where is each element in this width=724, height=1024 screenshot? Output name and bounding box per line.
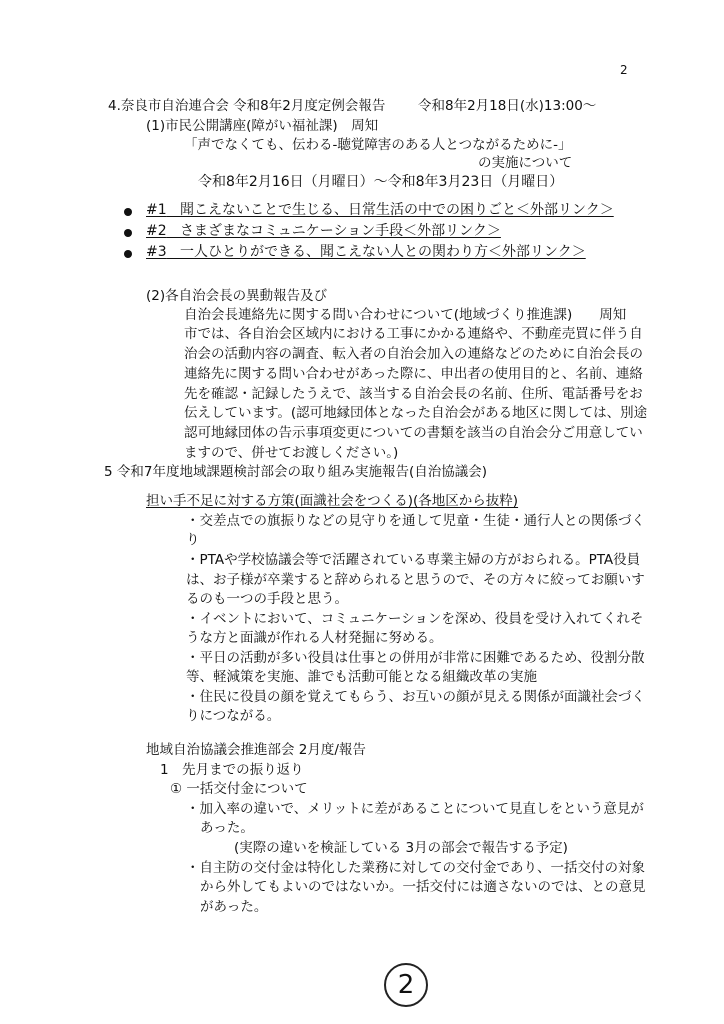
proposal-5-line-1: ・住民に役員の顔を覚えてもらう、お互いの顔が見える関係が面識社会づく [186, 689, 645, 705]
proposal-4-line-2: 等、軽減策を実施、誰でも活動可能となる組織改革の実施 [186, 669, 537, 685]
item-2-line-7: 認可地縁団体の告示事項変更についての書類を該当の自治会分ご用意してい [184, 425, 643, 441]
handwritten-page-mark: 2 [384, 963, 428, 1007]
proposal-2-line-2: は、お子様が卒業すると辞められると思うので、その方々に絞ってお願いす [186, 572, 645, 588]
item-2-line-1: 自治会長連絡先に関する問い合わせについて(地域づくり推進課) 周知 [184, 307, 627, 323]
item-1-heading: (1)市民公開講座(障がい福祉課) 周知 [146, 118, 379, 134]
item-2-line-6: 伝えしています。(認可地縁団体となった自治会がある地区に関しては、別途 [184, 405, 648, 421]
link-1-text: 聞こえないことで生じる、日常生活の中での困りごと＜外部リンク＞ [180, 202, 614, 218]
item-2-line-2: 市では、各自治会区域内における工事にかかる連絡や、不動産売買に伴う自 [184, 326, 643, 342]
opinion-1-line-1: ・加入率の違いで、メリットに差があることについて見直しをという意見が [186, 801, 644, 817]
proposal-2-line-1: ・PTAや学校協議会等で活躍されている専業主婦の方がおられる。PTA役員 [186, 552, 641, 568]
link-2-num: #2 [146, 223, 167, 239]
opinion-1-line-2: あった。 [200, 820, 254, 836]
section-4-title: 4.奈良市自治連合会 令和8年2月度定例会報告 [108, 98, 386, 114]
proposal-3-line-1: ・イベントにおいて、コミュニケーションを深め、役員を受け入れてくれそ [186, 611, 644, 627]
link-3-num: #3 [146, 244, 167, 260]
item-2-line-4: 連絡先に関する問い合わせがあった際に、申出者の使用目的と、名前、連絡 [184, 366, 643, 382]
review-heading: 1 先月までの振り返り [160, 762, 304, 778]
item-2-line-8: ますので、併せてお渡しください。) [184, 445, 399, 461]
proposal-1-line-1: ・交差点での旗振りなどの見守りを通して児童・生徒・通行人との関係づく [186, 513, 645, 529]
section-5-title: 5 令和7年度地域課題検討部会の取り組み実施報告(自治協議会) [104, 464, 488, 480]
bullet-icon [124, 250, 132, 258]
link-2-text: さまざまなコミュニケーション手段＜外部リンク＞ [180, 223, 501, 239]
proposal-5-line-2: りにつながる。 [186, 708, 281, 724]
proposal-1-line-2: り [186, 532, 200, 548]
opinion-2-line-1: ・自主防の交付金は特化した業務に対しての交付金であり、一括交付の対象 [186, 860, 645, 876]
proposal-2-line-3: るのも一つの手段と思う。 [186, 591, 348, 607]
promotion-committee-title: 地域自治協議会推進部会 2月度/報告 [146, 742, 366, 758]
item-2-heading: (2)各自治会長の異動報告及び [146, 288, 328, 304]
page-number: 2 [620, 63, 628, 77]
opinion-1-note: (実際の違いを検証している 3月の部会で報告する予定) [234, 840, 568, 856]
lecture-theme: 「声でなくても、伝わる-聴覚障害のある人とつながるために-」 [184, 137, 572, 153]
opinion-2-line-2: から外してもよいのではないか。一括交付には適さないのでは、との意見 [200, 879, 646, 895]
proposal-4-line-1: ・平日の活動が多い役員は仕事との併用が非常に困難であるため、役割分散 [186, 650, 645, 666]
lump-sum-heading: ① 一括交付金について [170, 781, 308, 797]
item-2-line-5: 先を確認・記録したうえで、該当する自治会長の名前、住所、電話番号をお [184, 386, 643, 402]
opinion-2-line-3: があった。 [200, 899, 268, 915]
section-5-subheading: 担い手不足に対する方策(面識社会をつくる)(各地区から抜粋) [146, 493, 519, 509]
lecture-period: 令和8年2月16日（月曜日）～令和8年3月23日（月曜日） [198, 174, 564, 190]
proposal-3-line-2: うな方と面識が作れる人材発掘に努める。 [186, 630, 443, 646]
bullet-icon [124, 229, 132, 237]
link-3-text: 一人ひとりができる、聞こえない人との関わり方＜外部リンク＞ [180, 244, 586, 260]
link-1-num: #1 [146, 202, 167, 218]
link-2[interactable] [146, 221, 501, 241]
meeting-date: 令和8年2月18日(水)13:00～ [418, 98, 597, 114]
lecture-implementation: の実施について [478, 155, 573, 171]
item-2-line-3: 治会の活動内容の調査、転入者の自治会加入の連絡などのために自治会長の [184, 346, 643, 362]
bullet-icon [124, 208, 132, 216]
link-1[interactable] [146, 200, 614, 220]
link-3[interactable] [146, 242, 586, 262]
